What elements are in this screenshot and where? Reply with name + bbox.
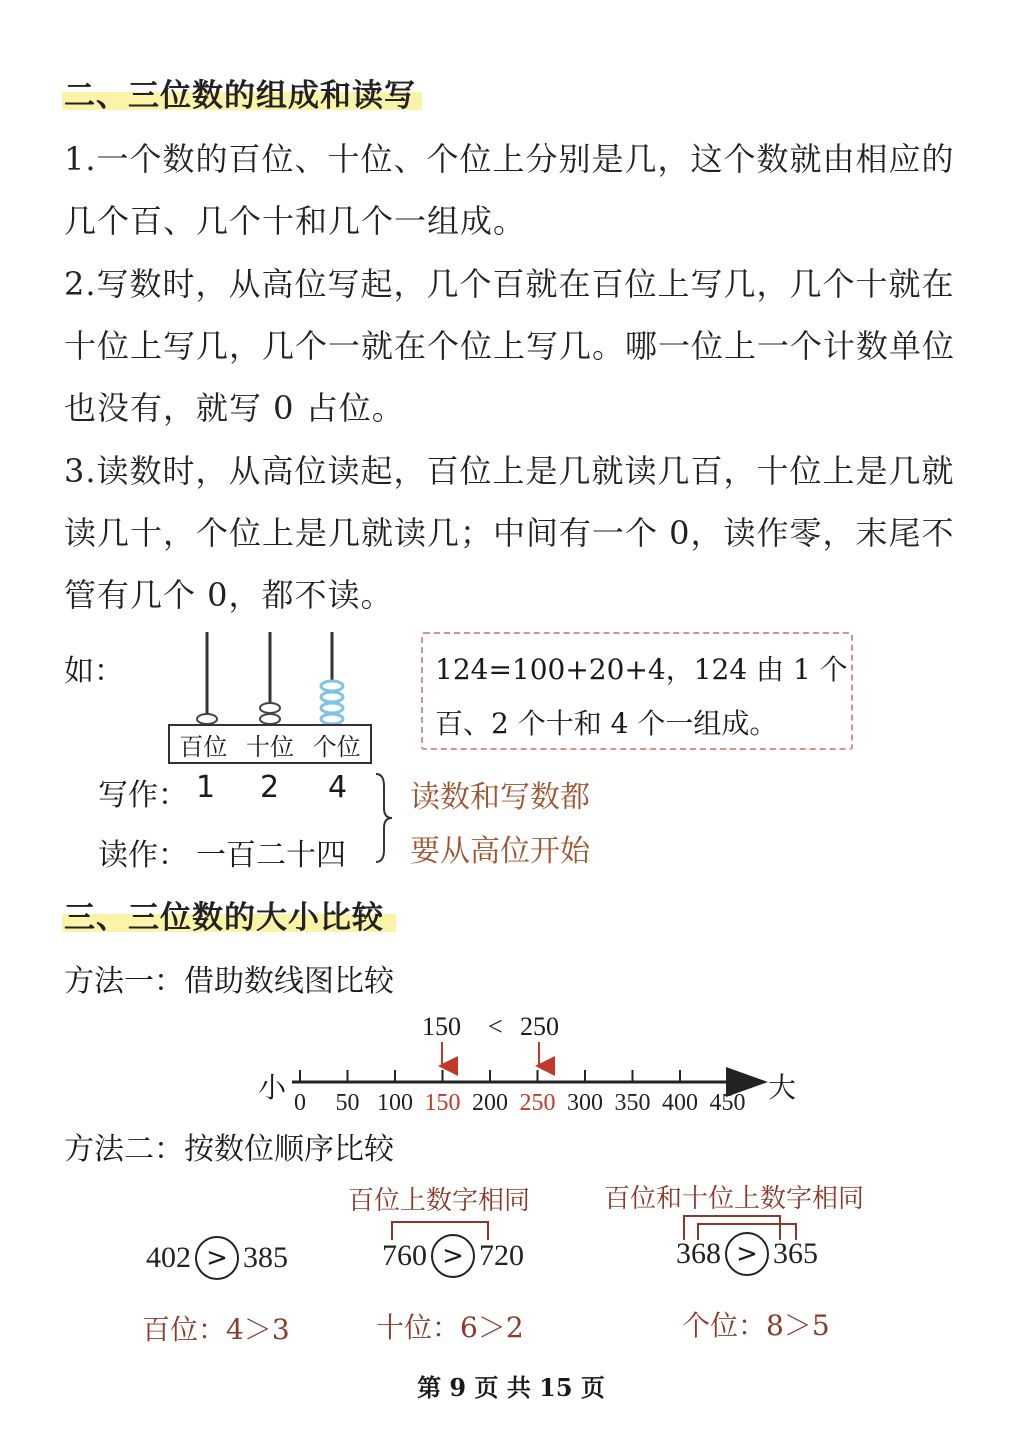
- paragraph-1-line-2: 几个百、几个十和几个一组成。: [64, 202, 527, 240]
- tick-label: 150: [424, 1090, 461, 1116]
- page-footer: 第 9 页 共 15 页: [417, 1373, 605, 1402]
- comparison-2-header: 百位上数字相同: [348, 1186, 531, 1216]
- comparison-1-left: 402: [146, 1241, 191, 1274]
- write-digit-ones: 4: [328, 770, 348, 805]
- write-label: 写作：: [98, 778, 188, 813]
- comparison-1-right: 385: [243, 1241, 288, 1274]
- greater-than-icon: >: [431, 1234, 475, 1278]
- paragraph-2: [64, 253, 984, 439]
- number-line: [250, 1040, 810, 1120]
- ones-bead: [321, 703, 343, 713]
- tick-label: 450: [709, 1090, 746, 1116]
- paragraph-3-line-1: 3.读数时，从高位读起，百位上是几就读几百，十位上是几就: [64, 452, 955, 490]
- comparison-3-label: 个位：8＞5: [682, 1309, 830, 1342]
- greater-than-icon: >: [195, 1236, 239, 1280]
- tick-label: 300: [567, 1090, 603, 1116]
- read-value: 一百二十四: [196, 838, 346, 873]
- comparison-3-right: 365: [773, 1237, 818, 1270]
- ones-bead: [321, 681, 343, 691]
- example-note-box: [421, 632, 853, 750]
- comparison-2-left: 760: [382, 1239, 427, 1272]
- compare-left-value: 150: [422, 1012, 461, 1041]
- paragraph-2-line-2: 十位上写几，几个一就在个位上写几。哪一位上一个计数单位: [64, 327, 956, 365]
- hundreds-bead: [197, 714, 217, 724]
- paragraph-2-line-1: 2.写数时，从高位写起，几个百就在百位上写几，几个十就在: [64, 265, 955, 303]
- comparison-2-label: 十位：6＞2: [376, 1311, 524, 1344]
- tens-bead: [260, 703, 280, 713]
- abacus-place-labels: [168, 724, 372, 764]
- tip-line-1: 读数和写数都: [410, 780, 590, 815]
- tick-label: 0: [294, 1090, 306, 1116]
- example-label: 如：: [64, 654, 124, 689]
- compare-right-value: 250: [520, 1012, 559, 1041]
- paragraph-3-line-2: 读几十，个位上是几就读几；中间有一个 0，读作零，末尾不: [64, 514, 955, 552]
- comparison-3: [676, 1232, 818, 1276]
- tick-label: 200: [472, 1090, 508, 1116]
- ones-bead: [321, 692, 343, 702]
- tens-bead: [260, 714, 280, 724]
- note-line-2: 百、2 个十和 4 个一组成。: [435, 707, 778, 740]
- method-2-label: 方法二：按数位顺序比较: [64, 1132, 394, 1167]
- tick-label: 400: [662, 1090, 698, 1116]
- curly-brace-icon: [370, 772, 394, 864]
- tick-label: 100: [377, 1090, 413, 1116]
- ones-bead: [321, 714, 343, 724]
- tick-label: 50: [335, 1090, 360, 1116]
- greater-than-icon: >: [725, 1232, 769, 1276]
- large-label: 大: [768, 1071, 797, 1104]
- comparison-3-header: 百位和十位上数字相同: [604, 1184, 865, 1214]
- section-3-title: 三、三位数的大小比较: [64, 900, 384, 936]
- method-1-label: 方法一：借助数线图比较: [64, 964, 394, 999]
- compare-operator: <: [488, 1012, 503, 1041]
- paragraph-3: [64, 440, 984, 626]
- place-label-tens: 十位: [245, 732, 294, 761]
- note-line-1: 124=100+20+4，124 由 1 个: [435, 653, 848, 686]
- paragraph-1-line-1: 1.一个数的百位、十位、个位上分别是几，这个数就由相应的: [64, 140, 955, 178]
- paragraph-1: [64, 128, 984, 252]
- read-label: 读作：: [98, 838, 188, 873]
- place-label-ones: 个位: [312, 732, 361, 761]
- tick-label: 250: [519, 1090, 556, 1116]
- paragraph-2-line-3: 也没有，就写 0 占位。: [64, 389, 405, 427]
- comparison-2-right: 720: [479, 1239, 524, 1272]
- tick-label: 350: [614, 1090, 651, 1116]
- comparison-1: [146, 1236, 288, 1280]
- comparison-2: [382, 1234, 524, 1278]
- tip-line-2: 要从高位开始: [410, 834, 590, 869]
- comparison-1-label: 百位：4＞3: [142, 1313, 290, 1346]
- paragraph-3-line-3: 管有几个 0，都不读。: [64, 576, 394, 614]
- write-digit-hundreds: 1: [196, 770, 216, 805]
- comparison-3-left: 368: [676, 1237, 721, 1270]
- place-label-hundreds: 百位: [179, 732, 228, 761]
- small-label: 小: [258, 1071, 287, 1104]
- section-2-title: 二、三位数的组成和读写: [64, 78, 416, 114]
- write-digit-tens: 2: [260, 770, 280, 805]
